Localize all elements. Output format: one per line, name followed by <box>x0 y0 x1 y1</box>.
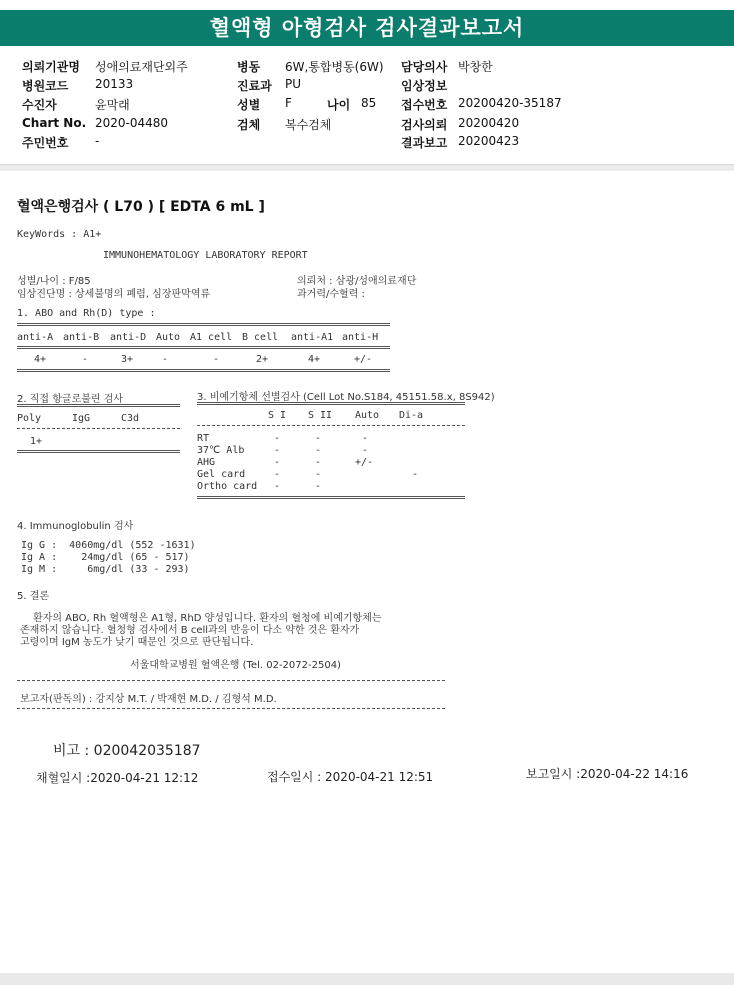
reported-time: 보고일시 :2020-04-22 14:16 <box>526 767 689 781</box>
header-department-value: PU <box>285 77 302 91</box>
section2-title: 2. 직접 항글로불린 검사 <box>17 394 124 405</box>
header-hospital-name-value: 성애의료재단외주 <box>95 60 188 74</box>
header-request-date-value: 20200420 <box>458 116 520 130</box>
header-age-value: 85 <box>361 96 377 110</box>
section2-rule-mid <box>17 428 180 429</box>
s3-cell: - <box>315 481 322 492</box>
s1-value: 4+ <box>34 354 47 365</box>
header-hospital-name: 의뢰기관명 <box>22 60 80 74</box>
section1-rule-mid <box>17 346 390 349</box>
s3-cell: - <box>315 457 322 468</box>
header-sex-value: F <box>285 96 292 110</box>
s3-header: S II <box>308 410 333 421</box>
header-separator <box>0 164 734 171</box>
test-title: 혈액은행검사 ( L70 ) [ EDTA 6 mL ] <box>17 199 265 215</box>
lab-title: IMMUNOHEMATOLOGY LABORATORY REPORT <box>103 250 308 261</box>
header-patient: 수진자 <box>22 98 57 112</box>
section3-rule-top <box>197 402 465 405</box>
s3-cell: - <box>315 433 322 444</box>
iga-row: Ig A : 24mg/dl (65 - 517) <box>21 552 190 563</box>
requester: 의뢰처 : 삼광/성애의료재단 <box>297 276 417 287</box>
s1-header: anti-D <box>110 332 147 343</box>
section2-rule-bottom <box>17 450 180 453</box>
conclusion-line: 고령이며 IgM 농도가 낮기 때문인 것으로 판단됩니다. <box>20 637 254 648</box>
s1-header: anti-A1 <box>291 332 334 343</box>
s3-cell: - <box>362 433 369 444</box>
section3-rule-mid <box>197 425 465 426</box>
s2-value: 1+ <box>30 436 43 447</box>
s3-cell: - <box>274 433 281 444</box>
header-specimen-value: 복수검체 <box>285 118 332 132</box>
s3-row-label: RT <box>197 433 210 444</box>
s1-value: - <box>162 354 169 365</box>
header-sex: 성별 <box>237 98 261 112</box>
diagnosis: 임상진단명 : 상세불명의 폐렴, 심장판막역류 <box>17 289 211 300</box>
header-clinical-info: 임상정보 <box>401 79 448 93</box>
section3-rule-bottom <box>197 496 465 499</box>
header-age: 나이 <box>327 98 351 112</box>
s1-header: anti-B <box>63 332 100 343</box>
header-report-date-value: 20200423 <box>458 134 520 148</box>
s1-value: 2+ <box>256 354 269 365</box>
header-hospital-code-value: 20133 <box>95 77 134 91</box>
s3-cell: - <box>315 445 322 456</box>
header-accession-no-value: 20200420-35187 <box>458 96 562 110</box>
header-physician: 담당의사 <box>401 60 448 74</box>
s3-cell: - <box>315 469 322 480</box>
received-time: 접수일시 : 2020-04-21 12:51 <box>267 770 434 784</box>
conclusion-line: 존재하지 않습니다. 혈청형 검사에서 B cell과의 반응이 다소 약한 것은 환자가 <box>20 625 360 636</box>
s3-header: Auto <box>355 410 380 421</box>
collected-time: 채혈일시 :2020-04-21 12:12 <box>36 771 199 785</box>
s3-cell: - <box>274 445 281 456</box>
s1-value: 3+ <box>121 354 134 365</box>
section1-rule-top <box>17 323 390 326</box>
s3-row-label: Ortho card <box>197 481 258 492</box>
bottom-bar <box>0 973 734 985</box>
report-title: 혈액형 아형검사 검사결과보고서 <box>0 10 734 46</box>
section4-title: 4. Immunoglobulin 검사 <box>17 521 134 532</box>
section5-title: 5. 결론 <box>17 591 50 602</box>
igg-row: Ig G : 4060mg/dl (552 -1631) <box>21 540 196 551</box>
s2-header: Poly <box>17 413 42 424</box>
note: 비고 : 020042035187 <box>53 743 201 759</box>
header-chart-no-value: 2020-04480 <box>95 116 169 130</box>
s3-cell: - <box>274 469 281 480</box>
header-specimen: 검체 <box>237 118 261 132</box>
s3-row-label: Gel card <box>197 469 246 480</box>
header-department: 진료과 <box>237 79 272 93</box>
s1-value: - <box>213 354 220 365</box>
keywords: KeyWords : A1+ <box>17 229 102 240</box>
s1-value: +/- <box>354 354 373 365</box>
lab-hospital: 서울대학교병원 혈액은행 (Tel. 02-2072-2504) <box>130 660 341 671</box>
reporter-rule-top <box>17 680 445 681</box>
igm-row: Ig M : 6mg/dl (33 - 293) <box>21 564 190 575</box>
header-request-date: 검사의뢰 <box>401 118 448 132</box>
s2-header: IgG <box>72 413 91 424</box>
s3-cell: - <box>412 469 419 480</box>
header-chart-no: Chart No. <box>22 116 87 130</box>
reporter-rule-bottom <box>17 708 445 709</box>
s1-value: - <box>82 354 89 365</box>
s1-header: A1 cell <box>190 332 233 343</box>
section1-rule-bottom <box>17 369 390 372</box>
header-accession-no: 접수번호 <box>401 98 448 112</box>
s3-row-label: AHG <box>197 457 216 468</box>
header-resident-no-value: - <box>95 134 100 148</box>
s3-row-label: 37℃ Alb <box>197 445 245 456</box>
header-resident-no: 주민번호 <box>22 136 69 150</box>
s1-header: B cell <box>242 332 279 343</box>
header-report-date: 결과보고 <box>401 136 448 150</box>
transfusion-history: 과거력/수혈력 : <box>297 289 365 300</box>
section2-rule-top <box>17 404 180 407</box>
header-ward-value: 6W,통합병동(6W) <box>285 60 384 74</box>
s1-header: anti-H <box>342 332 379 343</box>
header-hospital-code: 병원코드 <box>22 79 69 93</box>
s3-cell: - <box>274 457 281 468</box>
reporter: 보고자(판독의) : 강지상 M.T. / 박재현 M.D. / 김형석 M.D. <box>20 694 277 705</box>
header-physician-value: 박창한 <box>458 60 493 74</box>
s3-cell: +/- <box>355 457 374 468</box>
sex-age: 성별/나이 : F/85 <box>17 276 91 287</box>
section1-title: 1. ABO and Rh(D) type : <box>17 308 156 319</box>
s3-cell: - <box>274 481 281 492</box>
s3-header: Di-a <box>399 410 424 421</box>
s1-header: anti-A <box>17 332 54 343</box>
s1-header: Auto <box>156 332 181 343</box>
s2-header: C3d <box>121 413 140 424</box>
header-patient-value: 윤막래 <box>95 98 130 112</box>
s1-value: 4+ <box>308 354 321 365</box>
s3-header: S I <box>268 410 287 421</box>
header-ward: 병동 <box>237 60 261 74</box>
section3-title: 3. 비예기항체 선별검사 (Cell Lot No.S184, 45151.58.x, 8S942) <box>197 392 495 403</box>
s3-cell: - <box>362 445 369 456</box>
conclusion-line: 환자의 ABO, Rh 혈액형은 A1형, RhD 양성입니다. 환자의 혈청에 비예기항체는 <box>33 613 382 624</box>
